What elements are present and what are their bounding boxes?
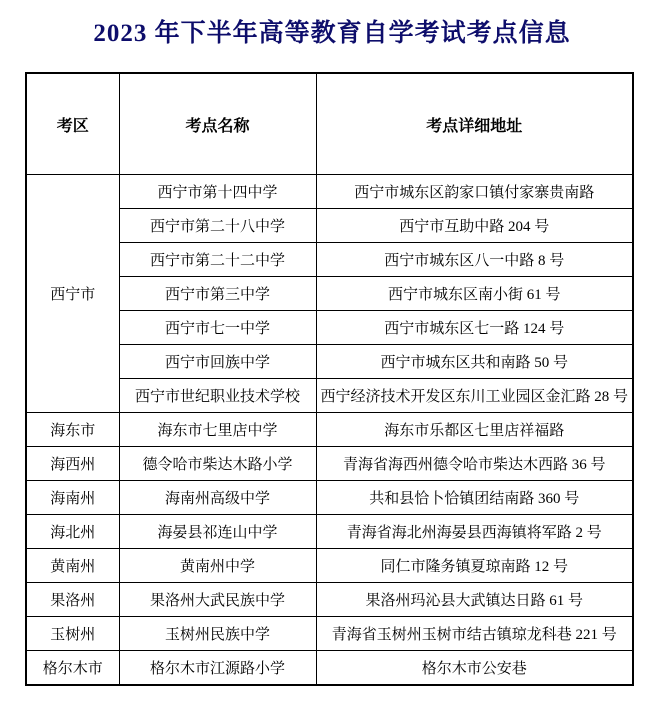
site-name-cell: 玉树州民族中学 <box>119 617 316 651</box>
district-cell: 玉树州 <box>26 617 119 651</box>
site-address-cell: 西宁经济技术开发区东川工业园区金汇路 28 号 <box>316 379 633 413</box>
table-row <box>26 481 633 515</box>
district-cell: 海西州 <box>26 447 119 481</box>
table-row <box>26 651 633 686</box>
table-row <box>26 447 633 481</box>
header-cell-address: 考点详细地址 <box>316 73 633 175</box>
site-address-cell: 共和县恰卜恰镇团结南路 360 号 <box>316 481 633 515</box>
site-address-cell: 同仁市隆务镇夏琼南路 12 号 <box>316 549 633 583</box>
exam-site-table <box>25 72 634 686</box>
district-cell: 西宁市 <box>26 175 119 413</box>
site-address-cell: 西宁市城东区八一中路 8 号 <box>316 243 633 277</box>
site-name-cell: 海晏县祁连山中学 <box>119 515 316 549</box>
district-cell: 果洛州 <box>26 583 119 617</box>
site-address-cell: 青海省玉树州玉树市结古镇琼龙科巷 221 号 <box>316 617 633 651</box>
site-address-cell: 青海省海西州德令哈市柴达木西路 36 号 <box>316 447 633 481</box>
site-name-cell: 格尔木市江源路小学 <box>119 651 316 686</box>
district-cell: 海南州 <box>26 481 119 515</box>
table-row <box>26 175 633 209</box>
header-row <box>26 73 633 175</box>
site-address-cell: 果洛州玛沁县大武镇达日路 61 号 <box>316 583 633 617</box>
page-title: 2023 年下半年高等教育自学考试考点信息 <box>93 20 571 47</box>
site-name-cell: 西宁市第二十八中学 <box>119 209 316 243</box>
site-name-cell: 黄南州中学 <box>119 549 316 583</box>
site-name-cell: 西宁市第十四中学 <box>119 175 316 209</box>
site-address-cell: 海东市乐都区七里店祥福路 <box>316 413 633 447</box>
site-name-cell: 西宁市七一中学 <box>119 311 316 345</box>
site-name-cell: 果洛州大武民族中学 <box>119 583 316 617</box>
exam-table-body <box>26 175 633 686</box>
district-cell: 格尔木市 <box>26 651 119 686</box>
site-name-cell: 海东市七里店中学 <box>119 413 316 447</box>
table-row <box>26 413 633 447</box>
table-row <box>26 583 633 617</box>
site-address-cell: 西宁市城东区韵家口镇付家寨贵南路 <box>316 175 633 209</box>
site-address-cell: 青海省海北州海晏县西海镇将军路 2 号 <box>316 515 633 549</box>
header-cell-site-name: 考点名称 <box>119 73 316 175</box>
site-address-cell: 西宁市互助中路 204 号 <box>316 209 633 243</box>
district-cell: 海北州 <box>26 515 119 549</box>
site-name-cell: 海南州高级中学 <box>119 481 316 515</box>
site-address-cell: 西宁市城东区南小街 61 号 <box>316 277 633 311</box>
site-name-cell: 德令哈市柴达木路小学 <box>119 447 316 481</box>
district-cell: 海东市 <box>26 413 119 447</box>
district-cell: 黄南州 <box>26 549 119 583</box>
site-name-cell: 西宁市世纪职业技术学校 <box>119 379 316 413</box>
site-name-cell: 西宁市第三中学 <box>119 277 316 311</box>
header-cell-district: 考区 <box>26 73 119 175</box>
site-address-cell: 西宁市城东区共和南路 50 号 <box>316 345 633 379</box>
site-address-cell: 格尔木市公安巷 <box>316 651 633 686</box>
site-name-cell: 西宁市回族中学 <box>119 345 316 379</box>
table-row <box>26 617 633 651</box>
table-row <box>26 515 633 549</box>
table-row <box>26 549 633 583</box>
site-name-cell: 西宁市第二十二中学 <box>119 243 316 277</box>
site-address-cell: 西宁市城东区七一路 124 号 <box>316 311 633 345</box>
